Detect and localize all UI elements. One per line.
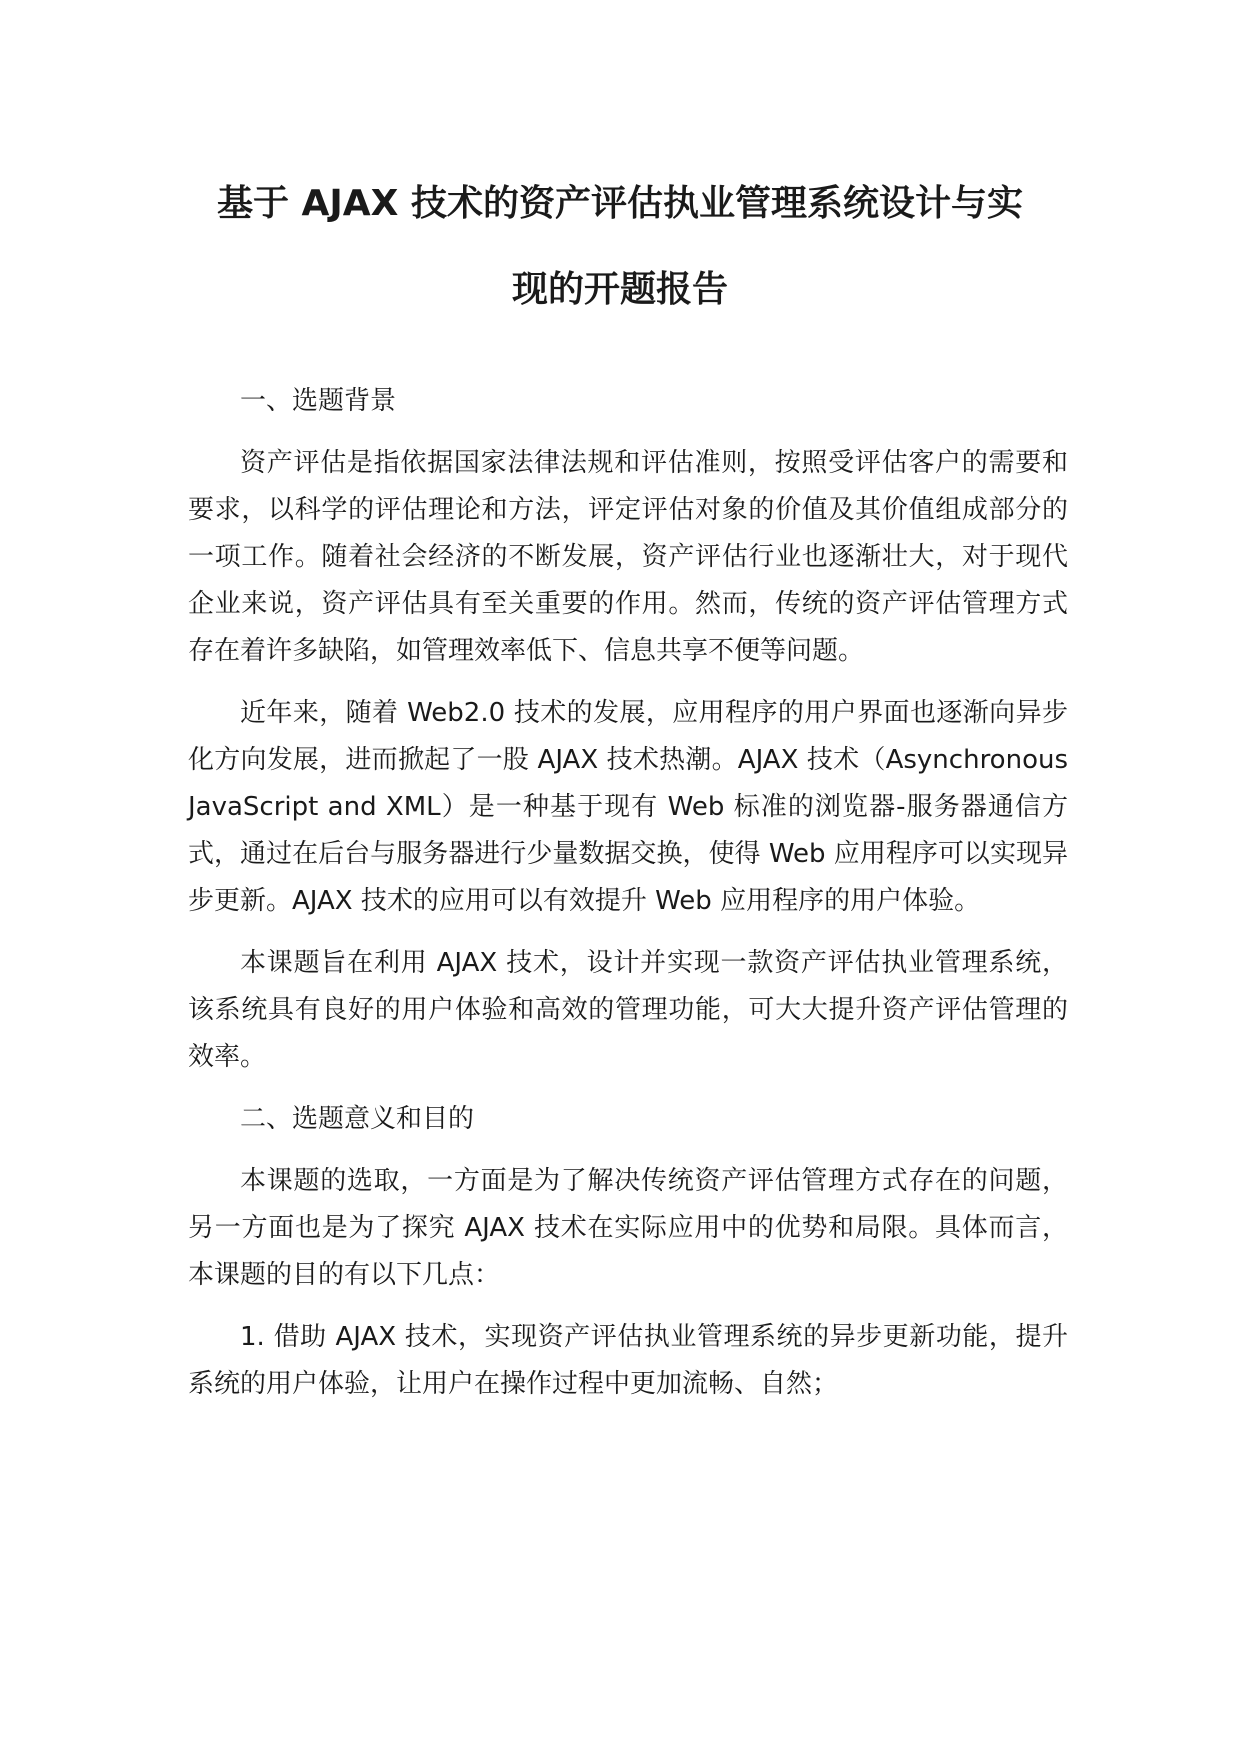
document-body (188, 378, 1068, 1423)
paragraph-significance-1: 本课题的选取，一方面是为了解决传统资产评估管理方式存在的问题，另一方面也是为了探究 AJAX 技术在实际应用中的优势和局限。具体而言，本课题的目的有以下几点： (188, 1166, 1068, 1290)
list-item-goal-1: 1. 借助 AJAX 技术，实现资产评估执业管理系统的异步更新功能，提升系统的用户体验，让用户在操作过程中更加流畅、自然； (188, 1322, 1068, 1399)
paragraph-background-1: 资产评估是指依据国家法律法规和评估准则，按照受评估客户的需要和要求，以科学的评估理论和方法，评定评估对象的价值及其价值组成部分的一项工作。随着社会经济的不断发展，资产评估行业也逐渐壮大，对于现代企业来说，资产评估具有至关重要的作用。然而，传统的资产评估管理方式存在着许多缺陷，如管理效率低下、信息共享不便等问题。 (188, 448, 1068, 666)
paragraph-background-3: 本课题旨在利用 AJAX 技术，设计并实现一款资产评估执业管理系统，该系统具有良好的用户体验和高效的管理功能，可大大提升资产评估管理的效率。 (188, 948, 1068, 1072)
section-heading-significance: 二、选题意义和目的 (240, 1104, 475, 1134)
section-heading-background: 一、选题背景 (240, 386, 397, 416)
document-title-line-1: 基于 AJAX 技术的资产评估执业管理系统设计与实 (217, 183, 1023, 224)
paragraph-background-2: 近年来，随着 Web2.0 技术的发展，应用程序的用户界面也逐渐向异步化方向发展，进而掀起了一股 AJAX 技术热潮。AJAX 技术（Asynchronous JavaScript and XML）是一种基于现有 Web 标准的浏览器-服务器通信方式，通过在后台与服务器进行少量数据交换，使得 Web 应用程序可以实现异步更新。AJAX 技术的应用可以有效提升 Web 应用程序的用户体验。 (188, 698, 1068, 916)
document-title-line-2: 现的开题报告 (511, 269, 728, 310)
